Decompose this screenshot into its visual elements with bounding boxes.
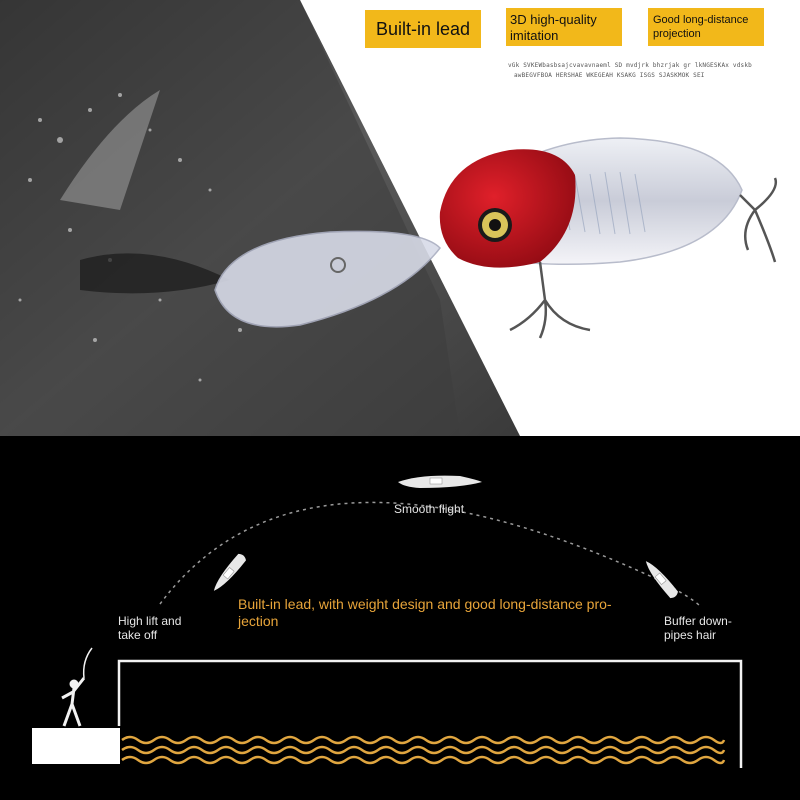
angler-figure — [62, 648, 92, 726]
flight-path-arc — [160, 502, 700, 606]
water-waves — [122, 737, 724, 763]
fine-print-line: awBEGVFBOA HERSHAE WKEGEAH KSAKG ISGS SJASKMOK SEI — [514, 72, 705, 79]
smooth-flight-label: Smooth flight — [394, 502, 465, 516]
fine-print-line: vGk SVKEWbasbsajcvavavnaeml SD mvdjrk bhzrjak gr lkNGESKAx vdskb — [508, 62, 752, 69]
feature-badge-imitation: 3D high-quality imitation — [506, 8, 622, 46]
description-text: Built-in lead, with weight design and good long-distance pro-jection — [238, 596, 612, 629]
descent-label: Buffer down-pipes hair — [664, 614, 732, 642]
lure-takeoff-icon — [210, 552, 247, 594]
feature-badge-built-in-lead: Built-in lead — [365, 10, 481, 48]
takeoff-label: High lift and take off — [118, 614, 182, 642]
casting-diagram — [0, 436, 800, 800]
shore-block — [32, 728, 120, 764]
lure-flight-icon — [398, 476, 482, 488]
feature-badge-projection: Good long-distance projection — [648, 8, 764, 46]
lure-descent-icon — [642, 558, 679, 600]
